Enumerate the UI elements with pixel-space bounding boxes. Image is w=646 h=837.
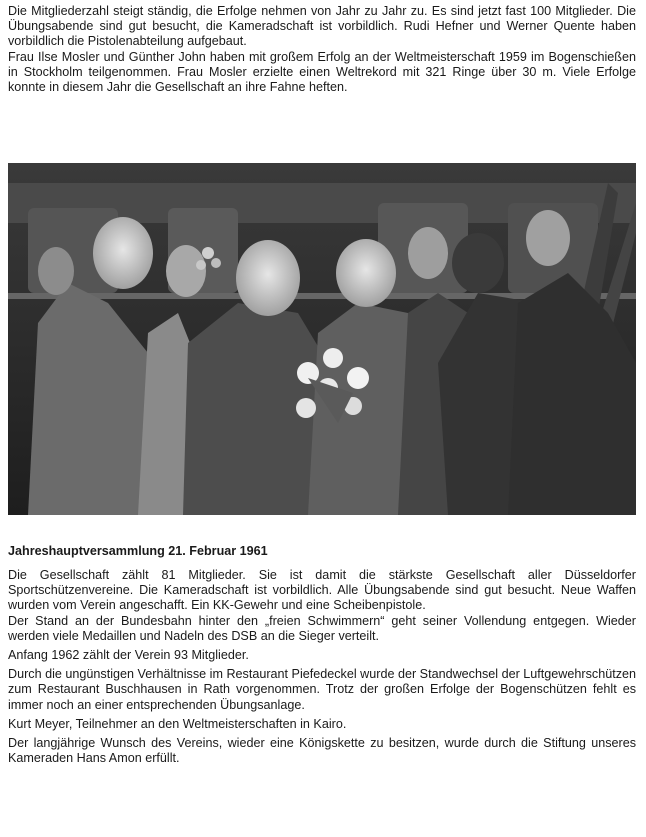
section-paragraph-4: Kurt Meyer, Teilnehmer an den Weltmeisterschaften in Kairo. (8, 716, 347, 731)
intro-paragraph-2: Frau Ilse Mosler und Günther John haben mit großem Erfolg an der Weltmeisterschaft 1959 im Bogenschießen in Stockholm teilgenommen. Frau Mosler erzielte einen Weltrekord mit 321 Ringe über 30 m. Viele Erfolge konnte in diesem Jahr die Gesellschaft an ihre Fahne heften. (8, 49, 636, 95)
section-heading: Jahreshauptversammlung 21. Februar 1961 (8, 544, 268, 558)
intro-paragraph-1: Die Mitgliederzahl steigt ständig, die Erfolge nehmen von Jahr zu Jahr zu. Es sind jetzt fast 100 Mitglieder. Die Übungsabende sind gut besucht, die Kameradschaft ist vorbildlich. Rudi Hefner und Werner Quente haben vorbildlich die Pistolenabteilung aufgebaut. (8, 4, 636, 49)
intro-text (8, 4, 636, 95)
section-paragraph-1: Die Gesellschaft zählt 81 Mitglieder. Sie ist damit die stärkste Gesellschaft aller Düsseldorfer Sportschützenvereine. Die Kameradschaft ist vorbildlich. Alle Übungsabende sind gut besucht. Neue Waffen wurden vom Verein angeschafft. Ein KK-Gewehr und eine Scheibenpistole. Der Stand an der Bundesbahn hinter den „freien Schwimmern“ geht seiner Vollendung entgegen. Wieder werden viele Medaillen und Nadeln des DSB an die Sieger verteilt. (8, 568, 636, 643)
photo-group-at-train-station-icon (8, 163, 636, 515)
section-paragraph-5: Der langjährige Wunsch des Vereins, wieder eine Königskette zu besitzen, wurde durch die Stiftung unseres Kameraden Hans Amon erfüllt. (8, 736, 636, 766)
section-text (8, 568, 636, 770)
section-paragraph-2: Anfang 1962 zählt der Verein 93 Mitglieder. (8, 648, 249, 663)
group-photo (8, 163, 636, 515)
section-paragraph-3: Durch die ungünstigen Verhältnisse im Restaurant Piefedeckel wurde der Standwechsel der Luftgewehrschützen zum Restaurant Buschhausen in Rath vorgenommen. Trotz der großen Erfolge der Bogenschützen fehlt es immer noch an einer entsprechenden Übungsanlage. (8, 667, 636, 712)
